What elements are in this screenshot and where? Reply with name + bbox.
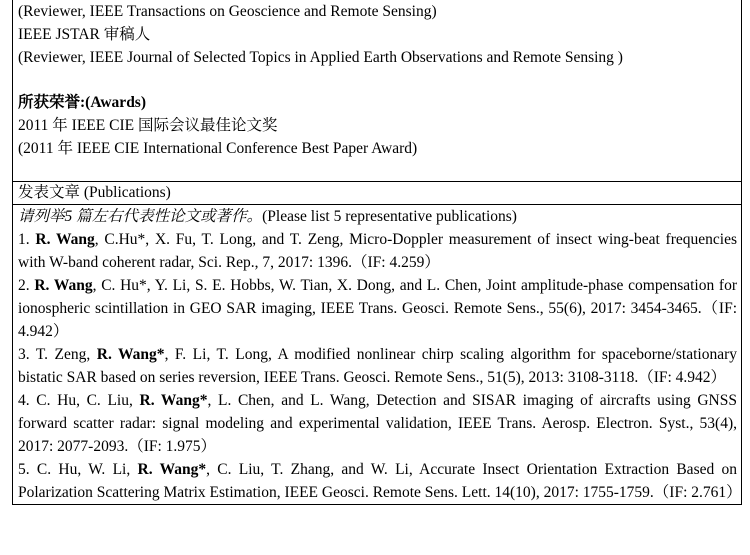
reviewer-awards-cell: [13, 0, 741, 182]
publication-item-5: [18, 458, 742, 504]
publications-heading: 发表文章 (Publications): [13, 182, 741, 205]
pub-prefix: 2.: [18, 277, 35, 294]
award-line-cn: 2011 年 IEEE CIE 国际会议最佳论文奖: [18, 117, 278, 134]
instruction-cn: 请列举5 篇左右代表性论文或著作。: [18, 208, 263, 225]
pub-rest: , C.Hu*, X. Fu, T. Long, and T. Zeng, Micro-Doppler measurement of insect wing-beat frequencies with W-band coherent radar, Sci. Rep., 7, 2017: 1396.（IF: 4.259）: [18, 231, 737, 271]
publication-item-2: [18, 274, 737, 343]
pub-rest: , F. Li, T. Long, A modified nonlinear chirp scaling algorithm for spaceborne/stationary bistatic SAR based on series reversion, IEEE Trans. Geosci. Remote Sens., 51(5), 2013: 3108-3118.（IF: 4.942）: [18, 346, 737, 386]
reviewer-jstar-line: IEEE JSTAR 审稿人: [18, 26, 151, 43]
pub-author-bold: R. Wang: [35, 231, 95, 248]
publication-item-3: [18, 343, 737, 389]
pub-author-bold: R. Wang*: [96, 346, 165, 363]
awards-heading: 所获荣誉:(Awards): [18, 94, 147, 111]
pub-prefix: 4. C. Hu, C. Liu,: [18, 392, 140, 409]
instruction-en: (Please list 5 representative publications): [262, 208, 517, 225]
reviewer-tgrs-line: (Reviewer, IEEE Transactions on Geoscience and Remote Sensing): [18, 3, 437, 20]
pub-rest: , L. Chen, and L. Wang, Detection and SISAR imaging of aircrafts using GNSS forward scatter radar: signal modeling and experimental validation, IEEE Trans. Aerosp. Electron. Syst., 53(4), 2017: 2077-2093.（IF: 1.975）: [18, 392, 737, 455]
publications-instruction: [18, 205, 737, 228]
pub-prefix: 1.: [18, 231, 36, 248]
publication-item-1: [18, 228, 737, 274]
award-line-en: (2011 年 IEEE CIE International Conference Best Paper Award): [18, 140, 418, 157]
publications-cell: [13, 205, 741, 504]
pub-prefix: 5. C. Hu, W. Li,: [18, 461, 138, 478]
publication-item-4: [18, 389, 737, 458]
pub-author-bold: R. Wang*: [137, 461, 207, 478]
pub-prefix: 3. T. Zeng,: [18, 346, 97, 363]
cv-table: [12, 0, 742, 505]
spacer: [18, 69, 737, 91]
pub-rest: , C. Hu*, Y. Li, S. E. Hobbs, W. Tian, X. Dong, and L. Chen, Joint amplitude-phase compensation for ionospheric scintillation in GEO SAR imaging, IEEE Trans. Geosci. Remote Sens., 55(6), 2017: 3454-3465.（IF: 4.942）: [18, 277, 738, 340]
pub-author-bold: R. Wang*: [139, 392, 208, 409]
reviewer-jstar-en-line: (Reviewer, IEEE Journal of Selected Topics in Applied Earth Observations and Remote Sensing ): [18, 49, 623, 66]
pub-author-bold: R. Wang: [34, 277, 93, 294]
pub-rest: , C. Liu, T. Zhang, and W. Li, Accurate Insect Orientation Extraction Based on Polarization Scattering Matrix Estimation, IEEE Geosci. Remote Sens. Lett. 14(10), 2017: 1755-1759.（IF: 2.761）: [18, 461, 742, 501]
